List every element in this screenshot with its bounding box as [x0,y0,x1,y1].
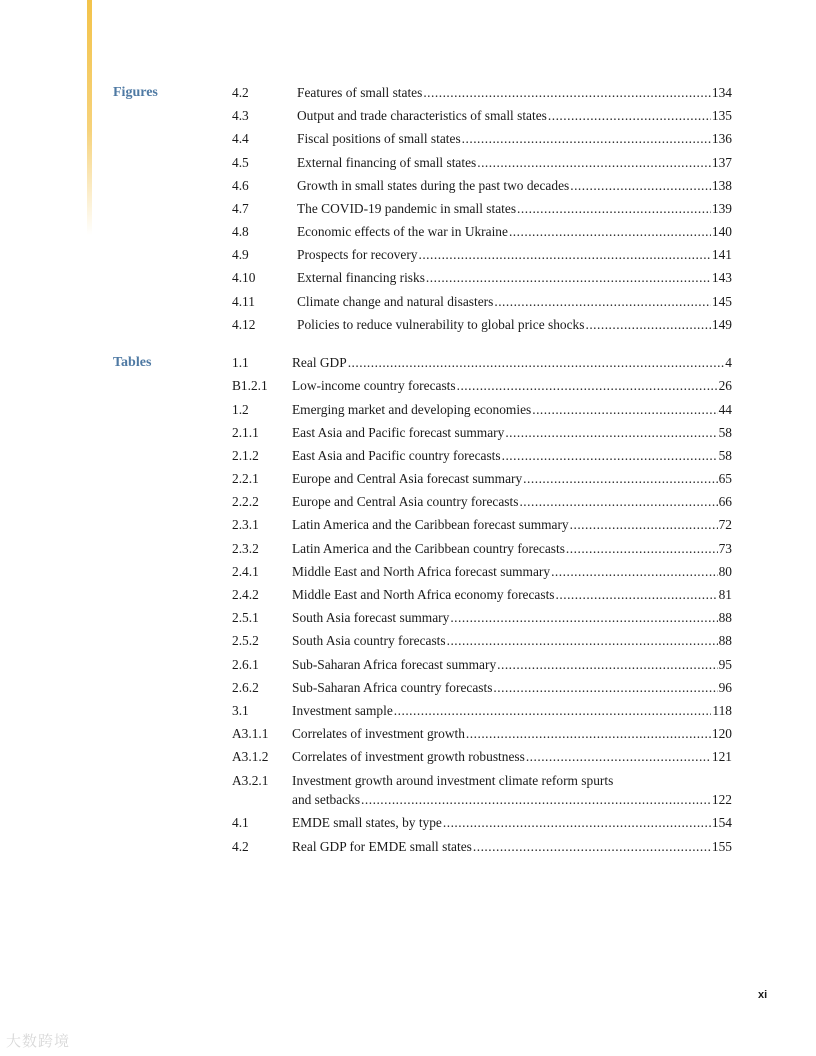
table-number: 2.3.2 [232,541,259,556]
dot-leader [426,270,711,286]
table-page: 26 [718,378,732,393]
dot-leader [556,587,718,603]
figure-title: Climate change and natural disasters [297,294,494,309]
dot-leader [526,749,711,765]
table-entry[interactable] [232,610,732,630]
figure-page: 137 [711,155,732,170]
table-page: 154 [711,815,732,830]
table-title: Latin America and the Caribbean forecast summary [292,517,569,532]
table-number: 4.1 [232,815,249,830]
table-entry[interactable] [232,564,732,584]
table-title: Europe and Central Asia country forecasts [292,494,519,509]
dot-leader [548,108,711,124]
figure-title: Growth in small states during the past two decades [297,178,570,193]
table-page: 95 [718,657,732,672]
table-page: 58 [718,448,732,463]
table-title: Correlates of investment growth robustness [292,749,525,764]
dot-leader [477,155,711,171]
table-entry[interactable] [232,657,732,677]
dot-leader [348,355,725,371]
table-number: A3.1.1 [232,726,269,741]
figure-title: External financing of small states [297,155,477,170]
dot-leader [361,792,711,808]
figure-title: External financing risks [297,270,425,285]
dot-leader [505,425,717,441]
table-title: East Asia and Pacific forecast summary [292,425,505,440]
table-title: Emerging market and developing economies [292,402,532,417]
dot-leader [450,610,717,626]
table-page: 58 [718,425,732,440]
dot-leader [457,378,718,394]
table-title: South Asia country forecasts [292,633,446,648]
dot-leader [462,131,711,147]
table-number: 2.6.2 [232,680,259,695]
dot-leader [443,815,711,831]
table-entry[interactable] [232,839,732,859]
table-page: 88 [718,633,732,648]
table-entry[interactable] [232,448,732,468]
table-title: Investment sample [292,703,393,718]
figure-page: 140 [711,224,732,239]
dot-leader [566,541,718,557]
dot-leader [523,471,717,487]
dot-leader [532,402,717,418]
figure-title: Output and trade characteristics of small states [297,108,547,123]
table-title: Real GDP for EMDE small states [292,839,472,854]
figure-entry[interactable] [232,247,732,267]
decorative-gold-bar [87,0,92,235]
figure-number: 4.6 [232,178,249,193]
dot-leader [517,201,711,217]
table-title: Latin America and the Caribbean country forecasts [292,541,565,556]
table-page: 80 [718,564,732,579]
table-entry[interactable] [232,703,732,723]
dot-leader [418,247,710,263]
dot-leader [423,85,711,101]
table-page: 72 [718,517,732,532]
figure-title: Features of small states [297,85,423,100]
figure-entry[interactable] [232,131,732,151]
table-number: 2.6.1 [232,657,259,672]
table-number: A3.1.2 [232,749,269,764]
table-entry[interactable] [232,494,732,514]
dot-leader [519,494,717,510]
figure-page: 136 [711,131,732,146]
figure-title: Economic effects of the war in Ukraine [297,224,508,239]
table-page: 121 [711,749,732,764]
table-number: 2.1.1 [232,425,259,440]
figure-page: 149 [711,317,732,332]
table-title: and setbacks [292,792,361,807]
table-page: 118 [712,703,732,718]
table-entry[interactable] [232,402,732,422]
table-entry[interactable] [232,773,732,815]
table-page: 73 [718,541,732,556]
figure-page: 135 [711,108,732,123]
table-entry[interactable] [232,726,732,746]
figure-page: 139 [711,201,732,216]
table-number: 4.2 [232,839,249,854]
table-number: 2.4.2 [232,587,259,602]
figure-page: 145 [711,294,732,309]
table-entry[interactable] [232,680,732,700]
table-number: 1.2 [232,402,249,417]
figures-section-label: Figures [113,85,158,100]
table-title: EMDE small states, by type [292,815,442,830]
figure-entry[interactable] [232,85,732,105]
table-page: 4 [725,355,732,370]
table-entry[interactable] [232,471,732,491]
table-title: Sub-Saharan Africa forecast summary [292,657,497,672]
table-entry[interactable] [232,541,732,561]
table-title: Correlates of investment growth [292,726,465,741]
table-page: 96 [718,680,732,695]
table-page: 120 [711,726,732,741]
figure-page: 143 [711,270,732,285]
table-page: 155 [711,839,732,854]
table-number: 2.2.1 [232,471,259,486]
table-title: Low-income country forecasts [292,378,456,393]
table-number: 2.2.2 [232,494,259,509]
table-number: 2.1.2 [232,448,259,463]
table-entry[interactable] [232,815,732,835]
table-number: 2.4.1 [232,564,259,579]
figure-entry[interactable] [232,224,732,244]
figure-number: 4.11 [232,294,255,309]
table-number: 2.3.1 [232,517,259,532]
figure-title: Policies to reduce vulnerability to global price shocks [297,317,585,332]
figure-page: 138 [711,178,732,193]
dot-leader [570,517,718,533]
table-page: 88 [718,610,732,625]
table-entry[interactable] [232,425,732,445]
figure-title: The COVID-19 pandemic in small states [297,201,517,216]
figure-page: 134 [711,85,732,100]
figure-number: 4.4 [232,131,249,146]
table-title: Middle East and North Africa economy forecasts [292,587,555,602]
figure-title: Prospects for recovery [297,247,418,262]
figure-number: 4.9 [232,247,249,262]
figure-entry[interactable] [232,317,732,337]
dot-leader [447,633,718,649]
figure-entry[interactable] [232,155,732,175]
dot-leader [585,317,710,333]
table-title: Europe and Central Asia forecast summary [292,471,523,486]
table-page: 122 [711,792,732,807]
dot-leader [502,448,718,464]
table-number: A3.2.1 [232,773,269,788]
dot-leader [497,657,717,673]
figure-number: 4.10 [232,270,256,285]
figure-page: 141 [711,247,732,262]
figure-entry[interactable] [232,108,732,128]
table-title: Sub-Saharan Africa country forecasts [292,680,493,695]
figure-number: 4.12 [232,317,256,332]
table-number: 3.1 [232,703,249,718]
figure-number: 4.7 [232,201,249,216]
figure-entry[interactable] [232,270,732,290]
dot-leader [394,703,712,719]
table-entry[interactable] [232,517,732,537]
tables-section-label: Tables [113,355,152,370]
dot-leader [466,726,711,742]
figure-entry[interactable] [232,294,732,314]
table-entry[interactable] [232,587,732,607]
dot-leader [473,839,711,855]
table-number: B1.2.1 [232,378,268,393]
table-page: 66 [718,494,732,509]
table-page: 65 [718,471,732,486]
figure-number: 4.8 [232,224,249,239]
watermark: 大数跨境 [6,1032,71,1050]
page-number: xi [758,989,768,1001]
dot-leader [570,178,711,194]
figure-number: 4.3 [232,108,249,123]
table-number: 1.1 [232,355,249,370]
dot-leader [494,294,711,310]
table-title: Middle East and North Africa forecast summary [292,564,551,579]
table-entry[interactable] [232,355,732,375]
figure-title: Fiscal positions of small states [297,131,461,146]
table-page: 44 [718,402,732,417]
table-page: 81 [718,587,732,602]
table-entry[interactable] [232,749,732,769]
dot-leader [493,680,717,696]
table-number: 2.5.2 [232,633,259,648]
table-title: East Asia and Pacific country forecasts [292,448,501,463]
figure-entry[interactable] [232,201,732,221]
table-number: 2.5.1 [232,610,259,625]
dot-leader [509,224,711,240]
figure-number: 4.5 [232,155,249,170]
table-entry[interactable] [232,378,732,398]
figure-entry[interactable] [232,178,732,198]
dot-leader [551,564,718,580]
table-title-line1: Investment growth around investment climate reform spurts [292,773,614,788]
table-title: Real GDP [292,355,347,370]
table-entry[interactable] [232,633,732,653]
table-title: South Asia forecast summary [292,610,450,625]
figure-number: 4.2 [232,85,249,100]
